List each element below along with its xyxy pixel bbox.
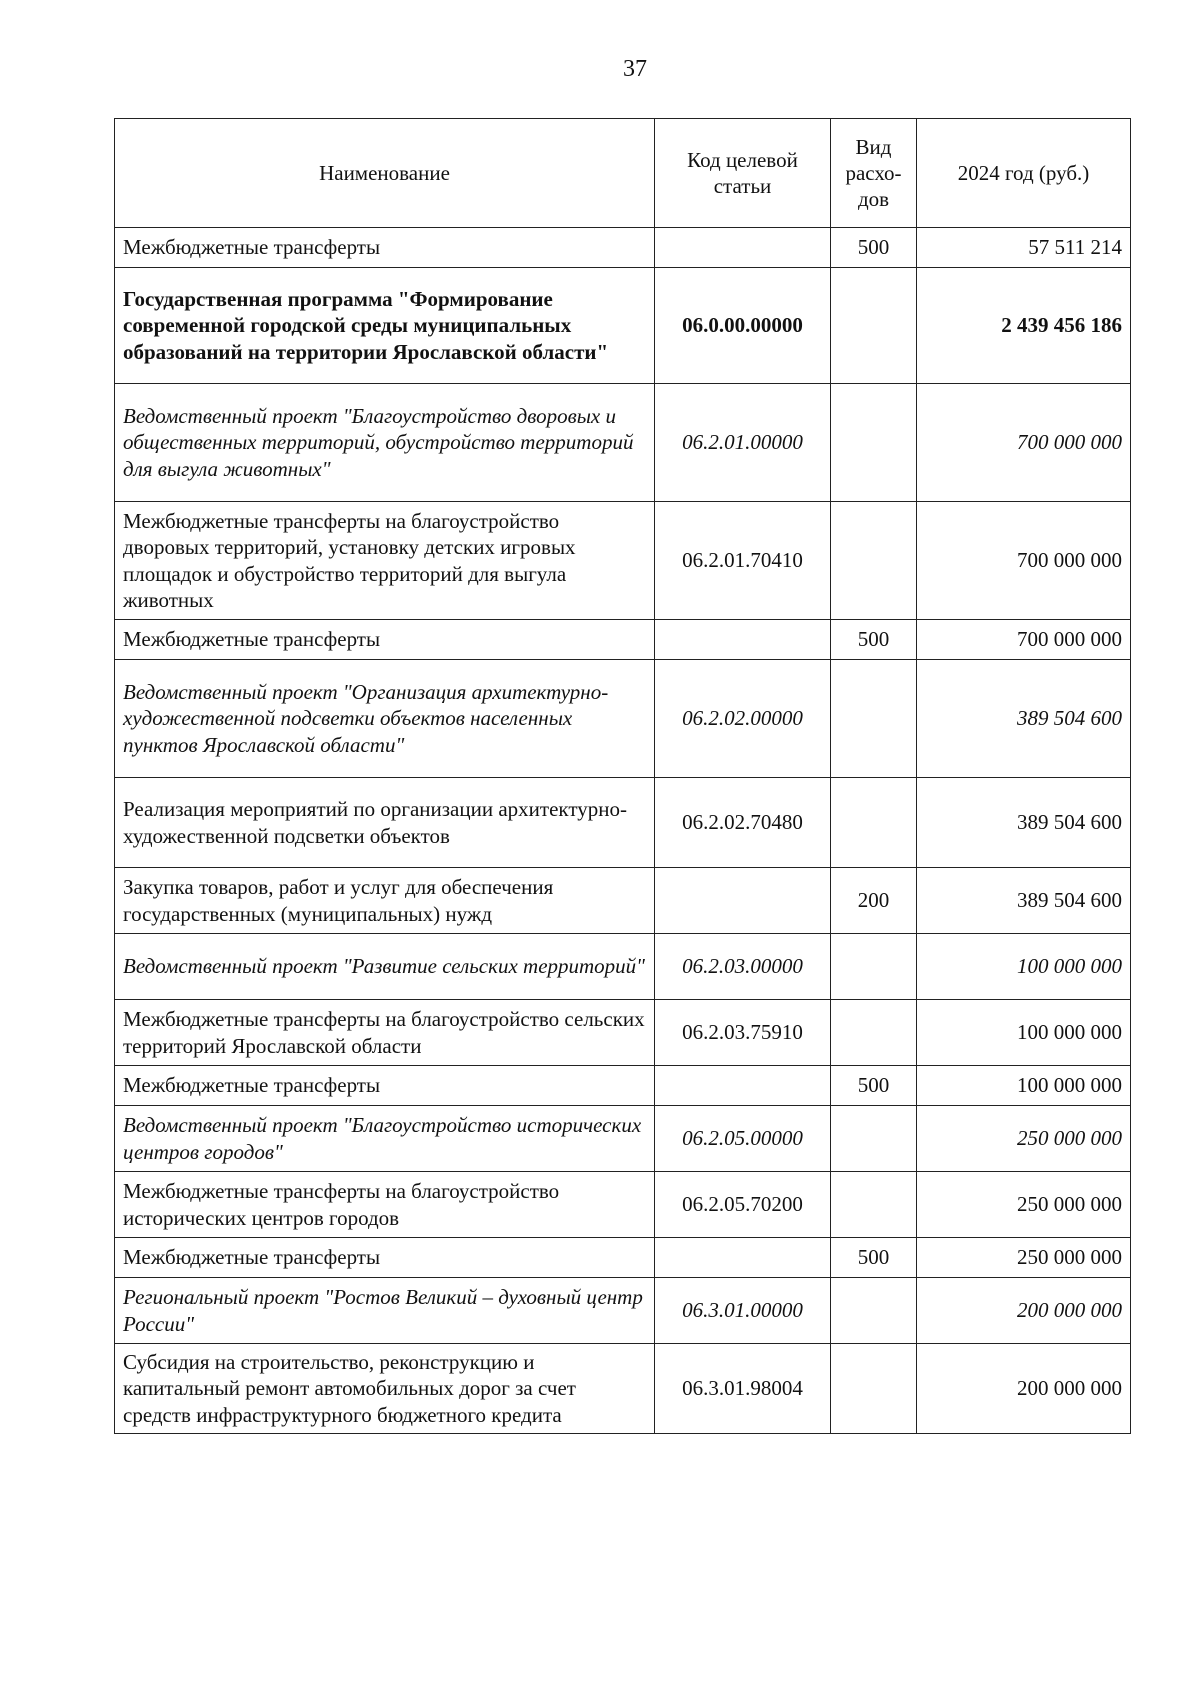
cell-code <box>655 620 831 660</box>
cell-type: 500 <box>831 228 917 268</box>
cell-code: 06.3.01.00000 <box>655 1278 831 1344</box>
cell-type <box>831 1344 917 1434</box>
cell-type: 500 <box>831 1238 917 1278</box>
table-row <box>115 1344 1131 1434</box>
cell-amount: 250 000 000 <box>917 1106 1131 1172</box>
cell-amount: 100 000 000 <box>917 1066 1131 1106</box>
header-amount: 2024 год (руб.) <box>917 119 1131 228</box>
cell-amount: 250 000 000 <box>917 1172 1131 1238</box>
table-row <box>115 1106 1131 1172</box>
cell-type <box>831 384 917 502</box>
cell-name: Межбюджетные трансферты на благоустройство дворовых территорий, установку детских игровых площадок и обустройство территорий для выгула животных <box>115 502 655 620</box>
cell-amount: 389 504 600 <box>917 868 1131 934</box>
cell-amount: 2 439 456 186 <box>917 268 1131 384</box>
table-row <box>115 1278 1131 1344</box>
cell-type <box>831 1106 917 1172</box>
cell-code <box>655 868 831 934</box>
cell-name: Ведомственный проект "Развитие сельских территорий" <box>115 934 655 1000</box>
cell-amount: 200 000 000 <box>917 1278 1131 1344</box>
cell-name: Межбюджетные трансферты <box>115 620 655 660</box>
cell-code: 06.2.05.70200 <box>655 1172 831 1238</box>
cell-code: 06.2.01.00000 <box>655 384 831 502</box>
cell-amount: 200 000 000 <box>917 1344 1131 1434</box>
budget-table <box>114 118 1131 1434</box>
table-row <box>115 384 1131 502</box>
cell-type <box>831 934 917 1000</box>
cell-name: Региональный проект "Ростов Великий – духовный центр России" <box>115 1278 655 1344</box>
table-row <box>115 1238 1131 1278</box>
cell-name: Субсидия на строительство, реконструкцию и капитальный ремонт автомобильных дорог за счет средств инфраструктурного бюджетного кредита <box>115 1344 655 1434</box>
cell-code: 06.2.02.70480 <box>655 778 831 868</box>
cell-code: 06.2.03.75910 <box>655 1000 831 1066</box>
cell-code: 06.2.02.00000 <box>655 660 831 778</box>
cell-name: Государственная программа "Формирование современной городской среды муниципальных образований на территории Ярославской области" <box>115 268 655 384</box>
cell-type: 500 <box>831 620 917 660</box>
cell-code: 06.2.03.00000 <box>655 934 831 1000</box>
table-row <box>115 502 1131 620</box>
cell-name: Межбюджетные трансферты <box>115 228 655 268</box>
cell-type <box>831 1278 917 1344</box>
cell-type <box>831 778 917 868</box>
cell-type <box>831 268 917 384</box>
table-row <box>115 868 1131 934</box>
cell-name: Межбюджетные трансферты <box>115 1066 655 1106</box>
table-row <box>115 268 1131 384</box>
table-row <box>115 1172 1131 1238</box>
header-type: Вид расхо-дов <box>831 119 917 228</box>
cell-amount: 389 504 600 <box>917 660 1131 778</box>
cell-amount: 57 511 214 <box>917 228 1131 268</box>
cell-type: 200 <box>831 868 917 934</box>
table-row <box>115 660 1131 778</box>
cell-amount: 100 000 000 <box>917 1000 1131 1066</box>
cell-name: Межбюджетные трансферты на благоустройство сельских территорий Ярославской области <box>115 1000 655 1066</box>
table-body <box>115 228 1131 1434</box>
table-row <box>115 1000 1131 1066</box>
cell-type: 500 <box>831 1066 917 1106</box>
cell-type <box>831 1000 917 1066</box>
page-number: 37 <box>623 56 647 82</box>
table-row <box>115 228 1131 268</box>
cell-code <box>655 1066 831 1106</box>
cell-amount: 100 000 000 <box>917 934 1131 1000</box>
cell-code: 06.2.01.70410 <box>655 502 831 620</box>
table-row <box>115 1066 1131 1106</box>
cell-name: Межбюджетные трансферты на благоустройство исторических центров городов <box>115 1172 655 1238</box>
table-header-row <box>115 119 1131 228</box>
cell-type <box>831 502 917 620</box>
cell-type <box>831 1172 917 1238</box>
cell-amount: 250 000 000 <box>917 1238 1131 1278</box>
cell-amount: 700 000 000 <box>917 620 1131 660</box>
cell-code: 06.2.05.00000 <box>655 1106 831 1172</box>
cell-amount: 700 000 000 <box>917 384 1131 502</box>
cell-name: Закупка товаров, работ и услуг для обеспечения государственных (муниципальных) нужд <box>115 868 655 934</box>
cell-amount: 389 504 600 <box>917 778 1131 868</box>
cell-name: Ведомственный проект "Организация архитектурно-художественной подсветки объектов населенных пунктов Ярославской области" <box>115 660 655 778</box>
cell-name: Реализация мероприятий по организации архитектурно-художественной подсветки объектов <box>115 778 655 868</box>
cell-code <box>655 1238 831 1278</box>
cell-name: Ведомственный проект "Благоустройство исторических центров городов" <box>115 1106 655 1172</box>
cell-amount: 700 000 000 <box>917 502 1131 620</box>
header-code: Код целевой статьи <box>655 119 831 228</box>
cell-name: Межбюджетные трансферты <box>115 1238 655 1278</box>
cell-code: 06.3.01.98004 <box>655 1344 831 1434</box>
cell-code: 06.0.00.00000 <box>655 268 831 384</box>
cell-name: Ведомственный проект "Благоустройство дворовых и общественных территорий, обустройство территорий для выгула животных" <box>115 384 655 502</box>
cell-type <box>831 660 917 778</box>
table-row <box>115 778 1131 868</box>
header-name: Наименование <box>115 119 655 228</box>
cell-code <box>655 228 831 268</box>
table-row <box>115 934 1131 1000</box>
table-row <box>115 620 1131 660</box>
